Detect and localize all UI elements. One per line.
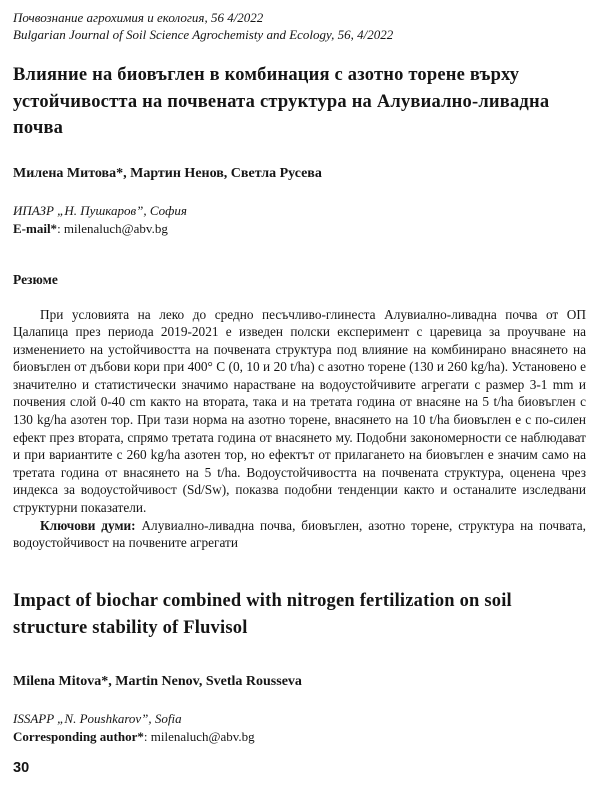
corresponding-author-label: Corresponding author* [13,728,144,744]
email-value: : milenaluch@abv.bg [57,220,168,236]
article-title-english: Impact of biochar combined with nitrogen fertilization on soil structure stability of Fluvisol [13,590,512,638]
affiliation-english: ISSAPP „N. Poushkarov”, Sofia [13,710,182,726]
abstract-heading: Резюме [13,271,58,287]
keywords-text: Алувиално-ливадна почва, биовъглен, азотно торене, структура на почвата, водоустойчивост на почвените агрегати [13,517,586,551]
corresponding-author-value: : milenaluch@abv.bg [143,728,255,744]
keywords-paragraph [13,517,586,552]
authors-english: Milena Mitova*, Martin Nenov, Svetla Rousseva [13,673,302,689]
authors-bulgarian: Милена Митова*, Мартин Ненов, Светла Русева [13,165,322,181]
affiliation-bulgarian: ИПАЗР „Н. Пушкаров”, София [13,202,187,218]
journal-header-english: Bulgarian Journal of Soil Science Agrochemisty and Ecology, 56, 4/2022 [13,26,394,42]
keywords-label: Ключови думи: [40,517,136,533]
page-number: 30 [13,760,30,776]
journal-header-bulgarian: Почвознание агрохимия и екология, 56 4/2022 [13,10,264,25]
email-label: E-mail* [13,220,58,236]
abstract-text: При условията на леко до средно песъчливо-глинеста Алувиално-ливадна почва от ОП Цалапица през периода 2019-2021 е изведен полски експеримент с царевица за проучване на изменението на устойчивостта на почвената структура под влияние на комбинирано внасянето на биовъглен от дъбови кори при 400° C (0, 10 и 20 t/ha) с азотно торене (130 и 260 kg/ha). Установено е значително и статистически значимо нарастване на водоустойчивите агрегати с размер 3-1 mm и почвения слой 0-40 cm както на втората, така и на третата година от внасяне на 5 t/ha биовъглен с 130 kg/ha азотен тор. При тази норма на азотно торене, внасянето на 10 t/ha биовъглен е с по-силен ефект през втората, спрямо третата година от внасянето му. Подобни закономерности се наблюдават и при вариантите с 260 kg/ha азотен тор, но ефектът от прилагането на биовъглен е значим само на третата година от внасянето на 5 t/ha. Водоустойчивостта на почвената структура, оценена чрез индекса за водоустойчивост (Sd/Sw), показва подобни тенденции както и останалите изследвани структурни показатели. [13,306,586,516]
journal-header [13,10,586,43]
article-title-bulgarian: Влияние на биовъглен в комбинация с азотно торене върху устойчивостта на почвената структура на Алувиално-ливадна почва [13,65,550,138]
email-line [13,220,586,238]
corresponding-author-line [13,728,586,746]
